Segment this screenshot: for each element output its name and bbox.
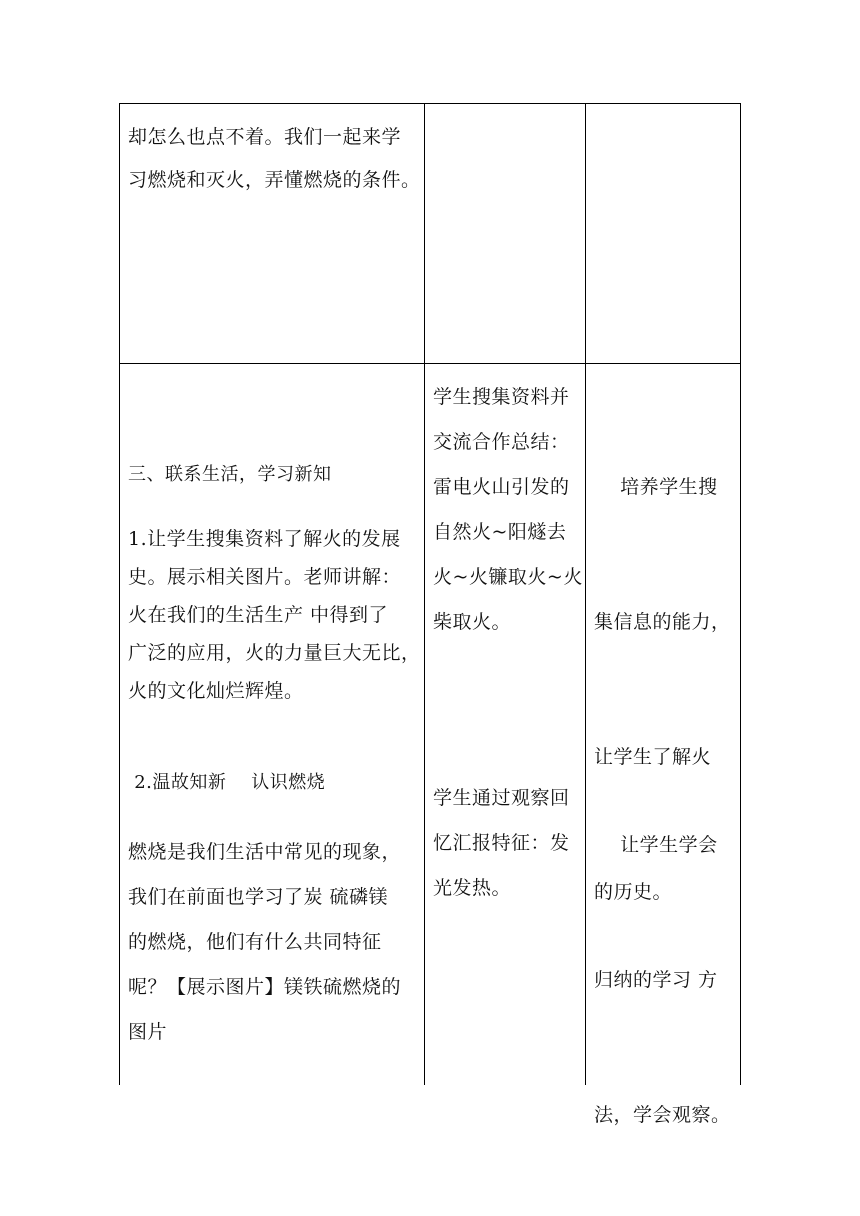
subsection-heading: 2.温故知新 认识燃烧 (128, 772, 326, 793)
text-line: 呢？【展示图片】镁铁硫燃烧的 (128, 976, 402, 998)
text-line: 让学生学会 (594, 834, 718, 856)
text-line: 忆汇报特征：发 (433, 832, 570, 854)
text-line: 的历史。 (594, 881, 673, 903)
text-line: 图片 (128, 1021, 168, 1043)
row2-col1-paragraph-2 (128, 830, 401, 1055)
text-line: 我们在前面也学习了炭 硫磷镁 (128, 886, 389, 908)
row2-col3-text-b (594, 733, 731, 1183)
text-line: 光发热。 (433, 877, 512, 899)
text-line: 习燃烧和灭火，弄懂燃烧的条件。 (128, 169, 421, 191)
text-line: 却怎么也点不着。我们一起来学 (128, 126, 402, 148)
column-divider-1 (424, 103, 425, 1085)
table-right-border (740, 103, 741, 1085)
section-heading: 三、联系生活，学习新知 (128, 464, 332, 485)
row-divider (119, 363, 741, 364)
text-line: 广泛的应用，火的力量巨大无比， (128, 642, 421, 664)
text-line: 交流合作总结： (433, 431, 570, 453)
table-top-border (119, 103, 741, 104)
column-divider-2 (585, 103, 586, 1085)
text-line: 培养学生搜 (594, 476, 718, 498)
text-line: 柴取火。 (433, 611, 512, 633)
text-line: 自然火~阳燧去 (433, 521, 567, 543)
text-line: 雷电火山引发的 (433, 476, 570, 498)
text-line: 的燃烧，他们有什么共同特征 (128, 931, 382, 953)
text-line: 史。展示相关图片。老师讲解： (128, 566, 402, 588)
text-line: 学生搜集资料并 (433, 386, 570, 408)
text-line: 火的文化灿烂辉煌。 (128, 680, 304, 702)
text-line: 火在我们的生活生产 中得到了 (128, 604, 389, 626)
text-line: 归纳的学习 方 (594, 969, 718, 991)
text-line: 燃烧是我们生活中常见的现象， (128, 841, 402, 863)
row1-col1-text (128, 116, 421, 202)
row2-col1-paragraph-1 (128, 520, 421, 710)
text-line: 学生通过观察回 (433, 787, 570, 809)
row2-col2-text-b (433, 776, 570, 911)
text-line: 1.让学生搜集资料了解火的发展 (128, 528, 401, 550)
row2-col2-text-a (433, 375, 583, 645)
text-line: 集信息的能力， (594, 611, 731, 633)
text-line: 火~火镰取火~火 (433, 566, 583, 588)
text-line: 法，学会观察。 (594, 1104, 731, 1126)
table-left-border (119, 103, 120, 1085)
text-line: 让学生了解火 (594, 746, 712, 768)
